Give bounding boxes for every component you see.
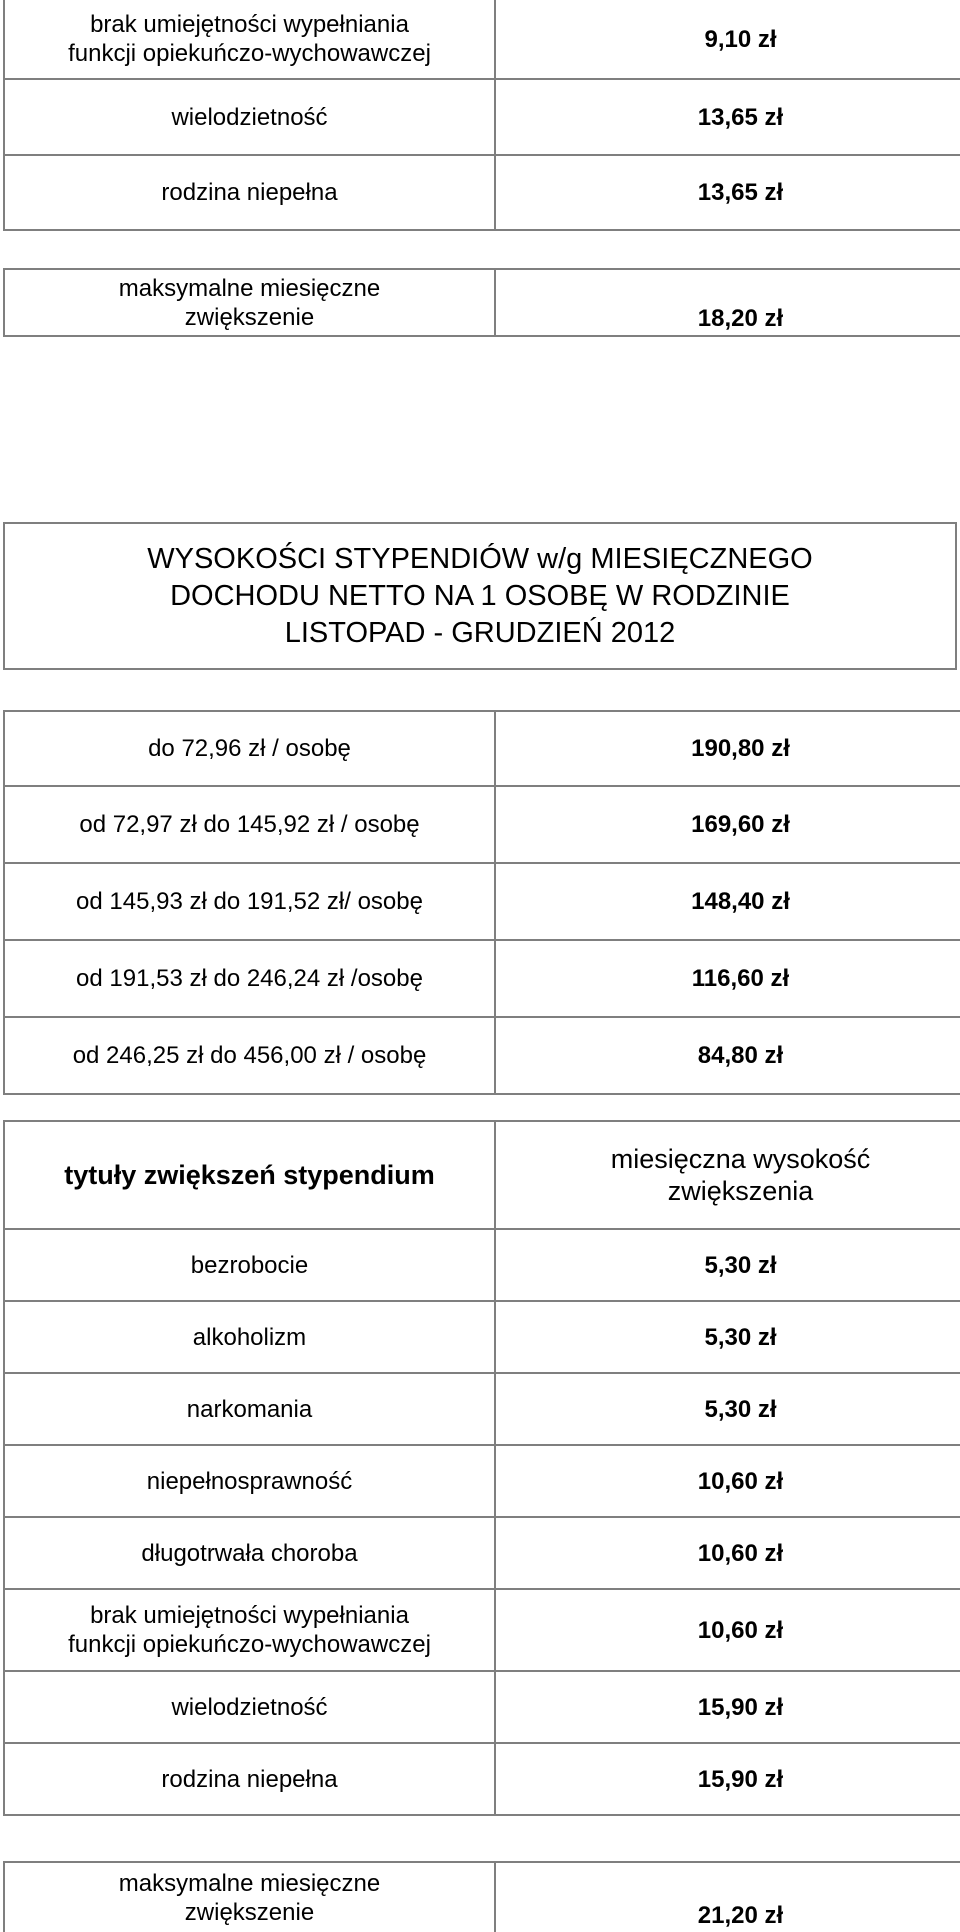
table-row (4, 79, 960, 155)
stipend-table (3, 710, 960, 1095)
max-increase-table (3, 1861, 960, 1932)
table-row (4, 1517, 960, 1589)
increase-amount: 15,90 zł (495, 1743, 960, 1815)
table-row (4, 786, 960, 863)
increase-amount: 10,60 zł (495, 1517, 960, 1589)
table-row (4, 1671, 960, 1743)
max-increase-amount: 21,20 zł (495, 1862, 960, 1932)
increase-amount: 5,30 zł (495, 1373, 960, 1445)
increase-amount: 13,65 zł (495, 79, 960, 155)
increase-title-cell: narkomania (4, 1373, 495, 1445)
title-line2: DOCHODU NETTO NA 1 OSOBĘ W RODZINIE (170, 579, 790, 612)
increase-title-cell: wielodzietność (4, 79, 495, 155)
increase-amount: 15,90 zł (495, 1671, 960, 1743)
income-range: od 246,25 zł do 456,00 zł / osobę (4, 1017, 495, 1094)
income-range: od 72,97 zł do 145,92 zł / osobę (4, 786, 495, 863)
table-row (4, 1445, 960, 1517)
column-header-amount (495, 1121, 960, 1229)
title-line1: WYSOKOŚCI STYPENDIÓW w/g MIESIĘCZNEGO (147, 542, 813, 575)
increase-amount: 10,60 zł (495, 1589, 960, 1671)
stipend-amount: 116,60 zł (495, 940, 960, 1017)
max-increase-label-line1: maksymalne miesięczne (118, 1869, 381, 1897)
column-header-titles: tytuły zwiększeń stypendium (4, 1121, 495, 1229)
increase-title-cell (4, 0, 495, 79)
table-row (4, 1017, 960, 1094)
stipend-amount: 148,40 zł (495, 863, 960, 940)
increase-title-cell: niepełnosprawność (4, 1445, 495, 1517)
income-range: do 72,96 zł / osobę (4, 711, 495, 786)
column-header-amount-line1: miesięczna wysokość (610, 1144, 871, 1174)
table-row (4, 1743, 960, 1815)
table-row (4, 1373, 960, 1445)
table-row (4, 1229, 960, 1301)
stipend-amount: 84,80 zł (495, 1017, 960, 1094)
increase-amount: 5,30 zł (495, 1229, 960, 1301)
section-title (3, 522, 957, 670)
table-row (4, 269, 960, 336)
table-row (4, 1589, 960, 1671)
table-row (4, 1862, 960, 1932)
increase-title-cell: bezrobocie (4, 1229, 495, 1301)
column-header-amount-line2: zwiększenia (667, 1176, 814, 1206)
increase-amount: 5,30 zł (495, 1301, 960, 1373)
stipend-amount: 190,80 zł (495, 711, 960, 786)
max-increase-label-line2: zwiększenie (184, 303, 315, 331)
increase-title-line2: funkcji opiekuńczo-wychowawczej (68, 40, 431, 67)
increase-amount: 10,60 zł (495, 1445, 960, 1517)
max-increase-label-cell (4, 269, 495, 336)
max-increase-table-previous (3, 268, 960, 337)
table-row (4, 155, 960, 230)
table-row (4, 0, 960, 79)
increase-title-cell: długotrwała choroba (4, 1517, 495, 1589)
table-row (4, 711, 960, 786)
income-range: od 191,53 zł do 246,24 zł /osobę (4, 940, 495, 1017)
increase-title-cell (4, 1589, 495, 1671)
increase-title-cell: alkoholizm (4, 1301, 495, 1373)
max-increase-label-cell (4, 1862, 495, 1932)
table-row (4, 863, 960, 940)
increase-title-line1: brak umiejętności wypełniania (90, 1602, 409, 1629)
increase-amount: 9,10 zł (495, 0, 960, 79)
max-increase-label-line2: zwiększenie (184, 1898, 315, 1926)
increase-title-cell: wielodzietność (4, 1671, 495, 1743)
increase-table (3, 1120, 960, 1816)
income-range: od 145,93 zł do 191,52 zł/ osobę (4, 863, 495, 940)
increase-table-previous (3, 0, 960, 231)
increase-title-cell: rodzina niepełna (4, 155, 495, 230)
max-increase-label-line1: maksymalne miesięczne (118, 274, 381, 302)
title-line3: LISTOPAD - GRUDZIEŃ 2012 (284, 616, 676, 649)
increase-title-line2: funkcji opiekuńczo-wychowawczej (68, 1631, 431, 1658)
table-header-row (4, 1121, 960, 1229)
table-row (4, 940, 960, 1017)
max-increase-amount: 18,20 zł (495, 269, 960, 336)
increase-title-cell: rodzina niepełna (4, 1743, 495, 1815)
increase-amount: 13,65 zł (495, 155, 960, 230)
stipend-amount: 169,60 zł (495, 786, 960, 863)
increase-title-line1: brak umiejętności wypełniania (90, 11, 409, 38)
table-row (4, 1301, 960, 1373)
